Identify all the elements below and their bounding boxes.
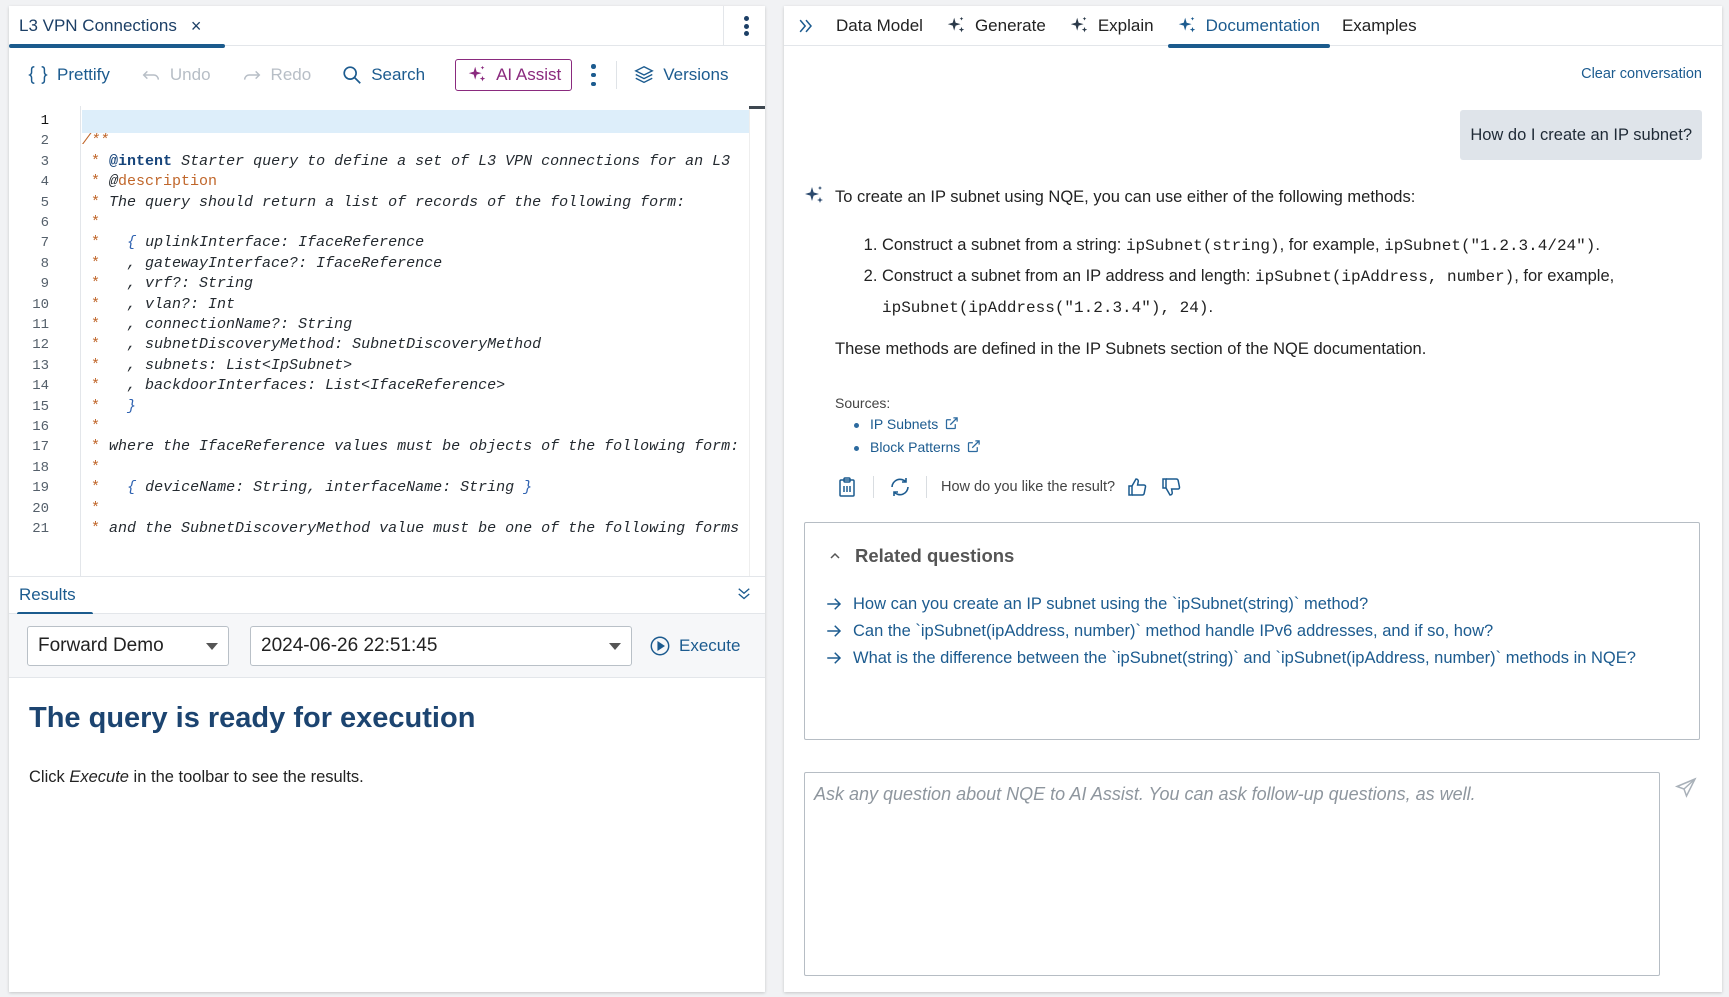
editor-toolbar: [9, 46, 765, 104]
tab-generate[interactable]: [945, 6, 1046, 46]
status-text-pre: Click: [29, 768, 70, 786]
method-text: , for example,: [1279, 236, 1385, 254]
editor-tab-bar: [9, 6, 765, 46]
tab-results[interactable]: [19, 577, 95, 613]
code-line: *: [91, 458, 101, 476]
toolbar-divider: [616, 61, 617, 89]
kebab-icon[interactable]: [739, 14, 753, 38]
code-line: * }: [91, 397, 137, 415]
line-number: 20: [32, 500, 49, 517]
undo-label: Undo: [169, 65, 211, 84]
versions-label: Versions: [663, 65, 729, 84]
sources-list: [854, 413, 981, 459]
method-text: , for example,: [1514, 267, 1615, 285]
thumbs-down-icon[interactable]: [1159, 475, 1183, 499]
status-text-em: Execute: [69, 768, 129, 786]
code-line: *: [91, 499, 101, 517]
sparkle-icon: [466, 64, 488, 86]
related-questions-card: [804, 522, 1700, 740]
execute-label: Execute: [679, 636, 741, 655]
code-line: * @description: [91, 173, 218, 191]
layers-icon: [633, 64, 655, 86]
code-line: * The query should return a list of records of the following form:: [91, 193, 686, 211]
line-number: 13: [32, 357, 49, 374]
network-select-value: Forward Demo: [38, 635, 164, 656]
ai-assist-label: AI Assist: [496, 65, 562, 84]
snapshot-select[interactable]: [250, 626, 632, 666]
code-editor[interactable]: [9, 106, 765, 576]
sparkle-icon: [802, 184, 826, 208]
source-link-ip-subnets[interactable]: [854, 413, 981, 436]
snapshot-select-value: 2024-06-26 22:51:45: [261, 635, 438, 656]
answer-intro: To create an IP subnet using NQE, you can use either of the following methods:: [835, 188, 1416, 206]
editor-scrollbar[interactable]: [749, 106, 765, 576]
source-link-label: IP Subnets: [870, 416, 939, 432]
code-line: * , vrf?: String: [91, 275, 254, 293]
method-example: ipSubnet(ipAddress("1.2.3.4"), 24): [882, 299, 1209, 317]
results-status-text: [29, 768, 364, 787]
tab-label: Documentation: [1205, 15, 1320, 35]
line-number: 12: [32, 337, 49, 354]
play-circle-icon: [649, 635, 671, 657]
collapse-chevrons-icon[interactable]: [735, 585, 753, 603]
method-code: ipSubnet(ipAddress, number): [1255, 268, 1515, 286]
double-chevron-icon[interactable]: [796, 16, 816, 36]
related-question-text: What is the difference between the `ipSubnet(string)` and `ipSubnet(ipAddress, number)` methods in NQE?: [853, 649, 1636, 667]
line-number: 3: [40, 153, 49, 170]
refresh-icon[interactable]: [888, 475, 912, 499]
thumbs-up-icon[interactable]: [1125, 475, 1149, 499]
line-number: 21: [32, 521, 49, 537]
redo-button[interactable]: [241, 64, 312, 86]
related-question-link[interactable]: [825, 589, 1665, 619]
search-label: Search: [371, 65, 426, 84]
line-number: 15: [32, 398, 49, 415]
code-line: /**: [82, 132, 110, 150]
divider: [723, 6, 724, 46]
tab-examples[interactable]: [1342, 6, 1417, 46]
tab-label: Generate: [974, 15, 1046, 35]
ai-assist-panel: [784, 6, 1722, 992]
line-number: 2: [40, 133, 49, 150]
feedback-row: [835, 472, 1183, 502]
code-line: * { deviceName: String, interfaceName: String }: [91, 479, 533, 497]
code-line: * and the SubnetDiscoveryMethod value must be one of the following forms: [91, 520, 740, 537]
code-line: * where the IfaceReference values must be objects of the following form:: [91, 438, 740, 456]
undo-button[interactable]: [140, 64, 211, 86]
line-number: 18: [32, 459, 49, 476]
assist-tab-bar: [784, 6, 1722, 46]
editor-tab[interactable]: [9, 6, 225, 46]
sparkle-icon: [945, 15, 967, 37]
results-tab-bar: [9, 576, 765, 614]
code-line: [82, 110, 749, 133]
user-message: How do I create an IP subnet?: [1460, 110, 1702, 160]
tab-documentation[interactable]: [1176, 6, 1320, 46]
code-line: * { uplinkInterface: IfaceReference: [91, 234, 425, 252]
method-code: ipSubnet(string): [1125, 237, 1280, 255]
related-question-text: Can the `ipSubnet(ipAddress, number)` method handle IPv6 addresses, and if so, how?: [853, 622, 1494, 640]
external-link-icon: [966, 439, 981, 454]
answer-methods-list: [860, 230, 1660, 323]
ai-assist-button[interactable]: [455, 59, 572, 91]
tab-label: Examples: [1341, 15, 1417, 35]
line-number: 5: [40, 194, 49, 211]
line-number-gutter: [9, 106, 81, 576]
feedback-prompt: How do you like the result?: [941, 479, 1116, 495]
source-link-block-patterns[interactable]: [854, 436, 981, 459]
prettify-button[interactable]: [27, 64, 110, 86]
versions-button[interactable]: [633, 64, 728, 86]
execute-button[interactable]: [649, 626, 740, 666]
close-icon[interactable]: ×: [190, 15, 202, 36]
editor-tab-title: L3 VPN Connections: [19, 16, 177, 35]
redo-label: Redo: [270, 65, 312, 84]
network-select[interactable]: [27, 626, 229, 666]
code-line: *: [91, 214, 101, 231]
line-number: 11: [32, 317, 49, 333]
status-text-post: in the toolbar to see the results.: [128, 768, 364, 786]
tab-label: Explain: [1097, 15, 1154, 35]
chevron-up-icon: [829, 550, 841, 562]
line-number: 8: [40, 255, 49, 272]
sparkle-icon: [1068, 15, 1090, 37]
code-line: * , backdoorInterfaces: List<IfaceReference>: [91, 377, 506, 395]
related-questions-title: Related questions: [855, 545, 1015, 566]
sources-label: Sources:: [835, 395, 891, 411]
tab-data-model[interactable]: [836, 6, 923, 46]
code-line: * , connectionName?: String: [91, 316, 353, 333]
more-options-kebab-icon[interactable]: [586, 64, 600, 86]
code-line: * , vlan?: Int: [91, 295, 236, 313]
method-text: .: [1595, 236, 1600, 254]
code-line: *: [91, 418, 101, 435]
undo-icon: [140, 64, 162, 86]
redo-icon: [241, 64, 263, 86]
related-questions-toggle[interactable]: [829, 545, 1014, 567]
caret-down-icon: [206, 643, 218, 650]
arrow-right-icon: [825, 649, 843, 667]
line-number: 16: [32, 419, 49, 435]
search-icon: [341, 64, 363, 86]
divider: [926, 476, 927, 498]
line-number: 6: [40, 215, 49, 231]
list-item: [882, 230, 1660, 261]
method-text: Construct a subnet from an IP address and length:: [882, 267, 1255, 285]
answer-conclusion: These methods are defined in the IP Subnets section of the NQE documentation.: [835, 340, 1427, 358]
external-link-icon: [944, 416, 959, 431]
line-number: 4: [40, 174, 49, 191]
tab-explain[interactable]: [1068, 6, 1154, 46]
line-number: 14: [32, 378, 49, 395]
divider: [873, 476, 874, 498]
results-status-title: The query is ready for execution: [29, 702, 476, 734]
ask-question-input[interactable]: [805, 773, 1659, 975]
clipboard-icon[interactable]: [835, 475, 859, 499]
line-number: 7: [40, 235, 49, 252]
prettify-label: Prettify: [57, 65, 110, 84]
code-line: * , subnetDiscoveryMethod: SubnetDiscoveryMethod: [91, 336, 542, 354]
line-number: 17: [32, 439, 49, 456]
results-tab-label: Results: [19, 585, 76, 604]
arrow-right-icon: [825, 595, 843, 613]
code-line: * @intent Starter query to define a set of L3 VPN connections for an L3: [91, 152, 731, 170]
results-controls: [9, 614, 765, 678]
related-question-link[interactable]: [825, 643, 1665, 673]
send-icon[interactable]: [1674, 776, 1698, 800]
caret-down-icon: [609, 643, 621, 650]
arrow-right-icon: [825, 622, 843, 640]
method-text: .: [1208, 298, 1214, 316]
active-tab-indicator: [1168, 44, 1330, 48]
method-example: ipSubnet("1.2.3.4/24"): [1384, 237, 1596, 255]
line-number: 9: [40, 276, 49, 293]
search-button[interactable]: [341, 64, 425, 86]
source-link-label: Block Patterns: [870, 439, 961, 455]
clear-conversation-link[interactable]: Clear conversation: [1581, 66, 1702, 82]
method-text: Construct a subnet from a string:: [882, 236, 1126, 254]
code-line: * , subnets: List<IpSubnet>: [91, 356, 353, 374]
code-area[interactable]: [82, 106, 749, 576]
ask-question-box: [804, 772, 1660, 976]
scrollbar-thumb[interactable]: [749, 106, 765, 109]
sparkle-icon: [1176, 15, 1198, 37]
line-number: 1: [40, 113, 49, 129]
code-line: * , gatewayInterface?: IfaceReference: [91, 254, 443, 272]
line-number: 10: [32, 296, 49, 313]
list-item: [882, 261, 1660, 323]
braces-icon: [27, 64, 49, 86]
related-question-text: How can you create an IP subnet using the `ipSubnet(string)` method?: [853, 595, 1369, 613]
tab-label: Data Model: [836, 15, 923, 35]
related-question-link[interactable]: [825, 616, 1665, 646]
line-number: 19: [32, 480, 49, 497]
query-editor-panel: [9, 6, 765, 992]
